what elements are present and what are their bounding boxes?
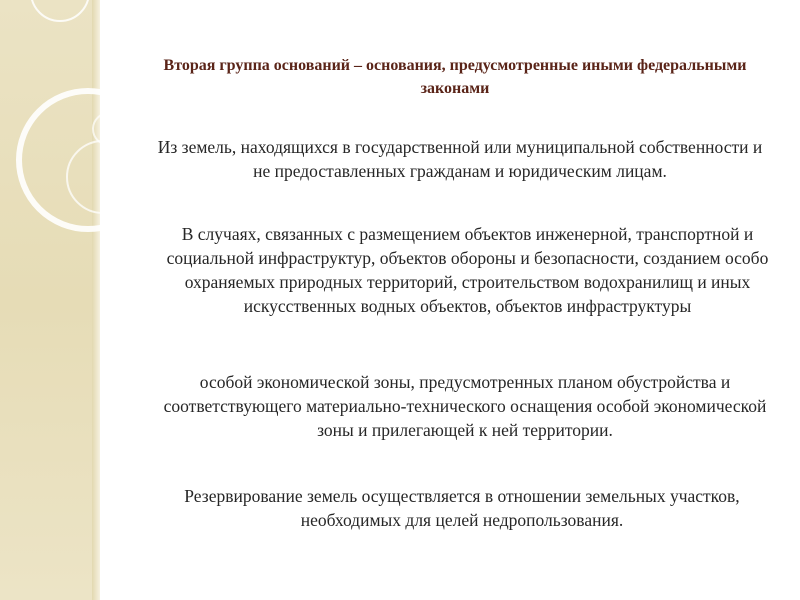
decorative-ring-icon <box>92 112 126 146</box>
slide-title: Вторая группа оснований – основания, предусмотренные иными федеральными законами <box>163 57 747 97</box>
paragraph-infrastructure-cases: В случаях, связанных с размещением объектов инженерной, транспортной и социальной инфраструктур, объектов обороны и безопасности, созданием особо охраняемых природных территорий, строительством водохранилищ и иных искусственных водных объектов, объектов инфраструктуры <box>166 224 769 316</box>
decorative-ring-icon <box>66 140 140 214</box>
paragraph-land-reservation: Резервирование земель осуществляется в отношении земельных участков, необходимых для целей недропользования. <box>184 486 740 530</box>
paragraph-special-economic-zone: особой экономической зоны, предусмотренных планом обустройства и соответствующего материально-технического оснащения особой экономической зоны и прилегающей к ней территории. <box>163 372 767 440</box>
paragraph-state-lands: Из земель, находящихся в государственной или муниципальной собственности и не предоставленных гражданам и юридическим лицам. <box>157 137 763 181</box>
